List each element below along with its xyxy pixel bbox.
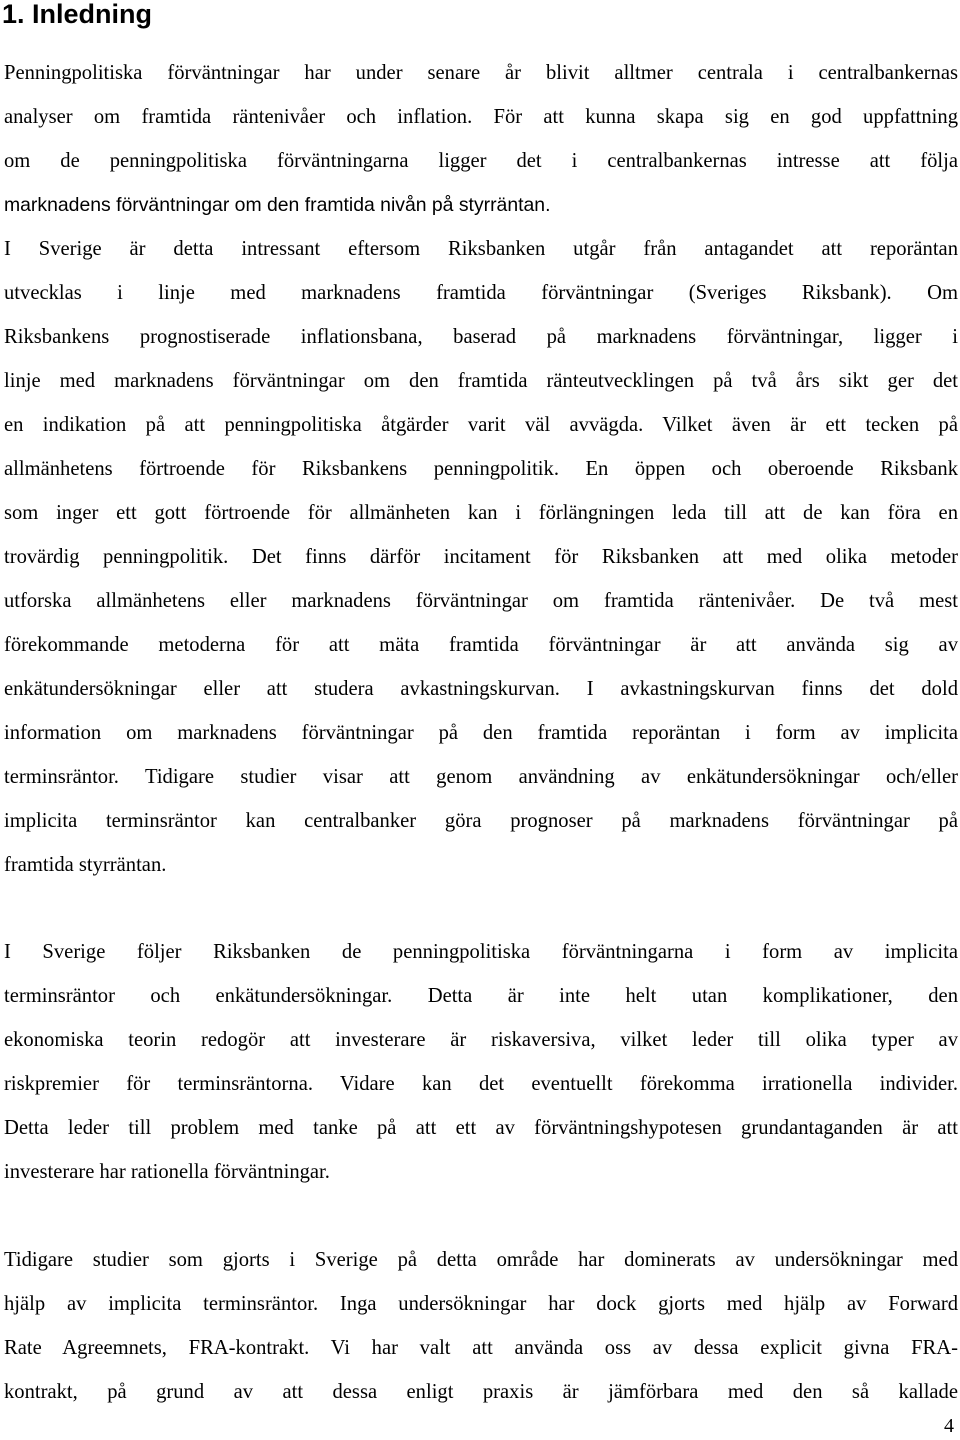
text-line: som inger ett gott förtroende för allmänheten kan i förlängningen leda till att de kan föra en	[4, 502, 958, 524]
text-line: I Sverige är detta intressant eftersom Riksbanken utgår från antagandet att reporäntan	[4, 238, 958, 260]
text-line: enkätundersökningar eller att studera avkastningskurvan. I avkastningskurvan finns det dold	[4, 678, 958, 700]
text-line: terminsräntor. Tidigare studier visar att genom användning av enkätundersökningar och/eller	[4, 766, 958, 788]
text-line: Rate Agreemnets, FRA-kontrakt. Vi har valt att använda oss av dessa explicit givna FRA-	[4, 1337, 958, 1359]
section-heading: 1. Inledning	[2, 0, 153, 29]
page-number: 4	[944, 1415, 954, 1437]
text-line: implicita terminsräntor kan centralbanker göra prognoser på marknadens förväntningar på	[4, 810, 958, 832]
text-line: investerare har rationella förväntningar.	[4, 1161, 330, 1183]
text-line: analyser om framtida räntenivåer och inflation. För att kunna skapa sig en god uppfattning	[4, 106, 958, 128]
text-line: Penningpolitiska förväntningar har under senare år blivit alltmer centrala i centralbankernas	[4, 62, 958, 84]
text-line: linje med marknadens förväntningar om den framtida ränteutvecklingen på två års sikt ger det	[4, 370, 958, 392]
text-line: förekommande metoderna för att mäta framtida förväntningar är att använda sig av	[4, 634, 958, 656]
text-line: information om marknadens förväntningar på den framtida reporäntan i form av implicita	[4, 722, 958, 744]
text-line: Riksbankens prognostiserade inflationsbana, baserad på marknadens förväntningar, ligger i	[4, 326, 958, 348]
text-line: kontrakt, på grund av att dessa enligt praxis är jämförbara med den så kallade	[4, 1381, 958, 1403]
text-line: utforska allmänhetens eller marknadens förväntningar om framtida räntenivåer. De två mest	[4, 590, 958, 612]
text-line: om de penningpolitiska förväntningarna ligger det i centralbankernas intresse att följa	[4, 150, 958, 172]
text-line: trovärdig penningpolitik. Det finns därför incitament för Riksbanken att med olika metoder	[4, 546, 958, 568]
text-line: utvecklas i linje med marknadens framtida förväntningar (Sveriges Riksbank). Om	[4, 282, 958, 304]
text-line: ekonomiska teorin redogör att investerare är riskaversiva, vilket leder till olika typer av	[4, 1029, 958, 1051]
text-line: riskpremier för terminsräntorna. Vidare kan det eventuellt förekomma irrationella individer.	[4, 1073, 958, 1095]
text-line: hjälp av implicita terminsräntor. Inga undersökningar har dock gjorts med hjälp av Forward	[4, 1293, 958, 1315]
text-line: Tidigare studier som gjorts i Sverige på detta område har dominerats av undersökningar med	[4, 1249, 958, 1271]
text-line: terminsräntor och enkätundersökningar. Detta är inte helt utan komplikationer, den	[4, 985, 958, 1007]
text-line: allmänhetens förtroende för Riksbankens penningpolitik. En öppen och oberoende Riksbank	[4, 458, 958, 480]
text-line: I Sverige följer Riksbanken de penningpolitiska förväntningarna i form av implicita	[4, 941, 958, 963]
text-line: marknadens förväntningar om den framtida nivån på styrräntan.	[4, 194, 551, 216]
text-line: en indikation på att penningpolitiska åtgärder varit väl avvägda. Vilket även är ett tecken på	[4, 414, 958, 436]
text-line: Detta leder till problem med tanke på att ett av förväntningshypotesen grundantaganden är att	[4, 1117, 958, 1139]
text-line: framtida styrräntan.	[4, 854, 167, 876]
